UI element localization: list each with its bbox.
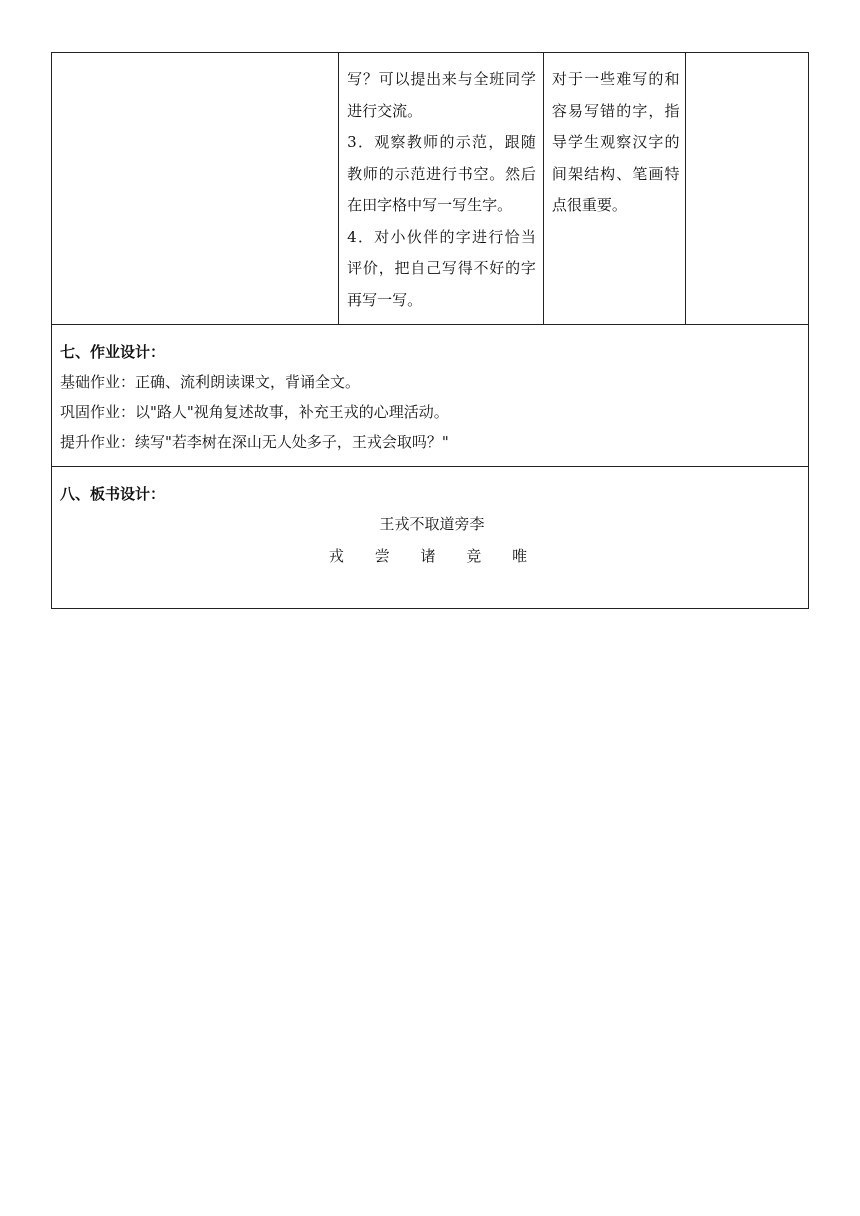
blackboard-cell [52, 467, 809, 609]
teaching-process-row [52, 53, 809, 325]
blackboard-char: 竞 [466, 547, 482, 565]
homework-cell [52, 325, 809, 467]
student-activity-text [339, 53, 543, 324]
empty-cell-text [686, 53, 808, 72]
empty-cell [686, 53, 809, 325]
blackboard-char: 戎 [328, 547, 344, 565]
blackboard-section [52, 467, 808, 581]
blackboard-char: 诸 [420, 547, 436, 565]
lesson-plan-page [51, 52, 809, 609]
teacher-activity-text [52, 53, 338, 72]
homework-section [52, 325, 808, 465]
blackboard-characters [60, 539, 800, 573]
lesson-plan-table [51, 52, 809, 609]
design-intent-cell [543, 53, 686, 325]
homework-basic: 基础作业：正确、流利朗读课文，背诵全文。 [60, 373, 361, 391]
homework-title: 七、作业设计： [60, 343, 166, 361]
teacher-activity-cell [52, 53, 339, 325]
student-activity-cell [339, 53, 544, 325]
student-activity-line: 4．对小伙伴的字进行恰当评价，把自己写得不好的字再写一写。 [347, 227, 536, 309]
homework-consolidation: 巩固作业：以"路人"视角复述故事，补充王戎的心理活动。 [60, 403, 449, 421]
blackboard-lesson-title: 王戎不取道旁李 [379, 515, 485, 533]
student-activity-line: 写？可以提出来与全班同学进行交流。 [347, 70, 536, 120]
homework-extension: 提升作业：续写"若李树在深山无人处多子，王戎会取吗？" [60, 433, 449, 451]
design-intent-text: 对于一些难写的和容易写错的字，指导学生观察汉字的间架结构、笔画特点很重要。 [551, 70, 680, 214]
blackboard-title: 八、板书设计： [60, 485, 166, 503]
homework-row [52, 325, 809, 467]
blackboard-char: 尝 [374, 547, 390, 565]
student-activity-line: 3．观察教师的示范，跟随教师的示范进行书空。然后在田字格中写一写生字。 [347, 133, 536, 214]
blackboard-row [52, 467, 809, 609]
blackboard-char: 唯 [512, 547, 528, 565]
